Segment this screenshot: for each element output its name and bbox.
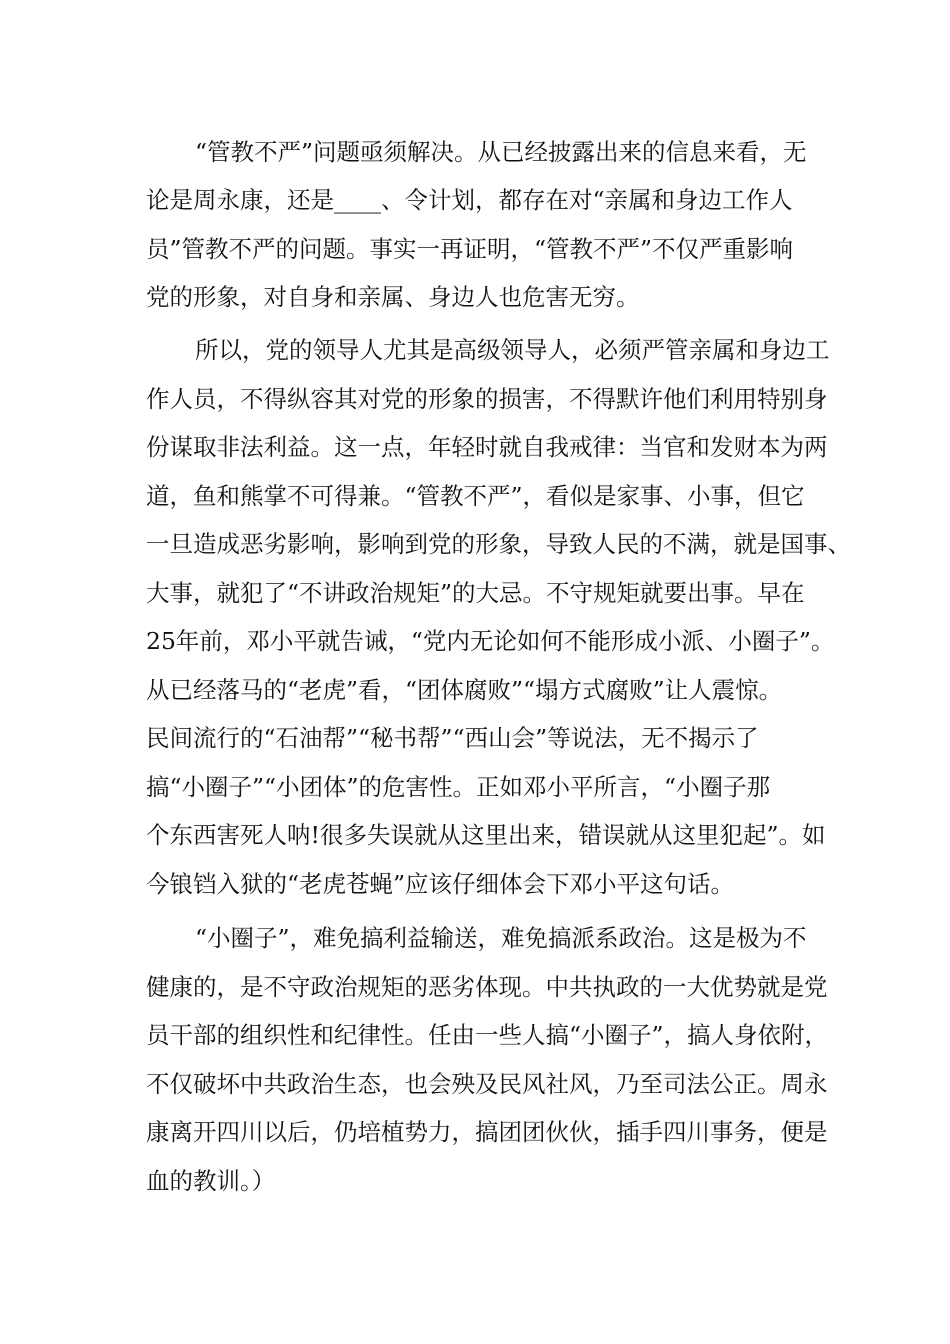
paragraph-1-line-1: “管教不严”问题亟须解决。从已经披露出来的信息来看，无 [195, 138, 807, 166]
paragraph-2-line-2: 作人员，不得纵容其对党的形象的损害，不得默许他们利用特别身 [146, 385, 828, 413]
paragraph-2-line-11: 个东西害死人呐!很多失误就从这里出来，错误就从这里犯起”。如 [146, 821, 826, 849]
paragraph-2-line-1: 所以，党的领导人尤其是高级领导人，必须严管亲属和身边工 [195, 336, 830, 364]
paragraph-2-line-8: 从已经落马的“老虎”看，“团体腐败”“塌方式腐败”让人震惊。 [146, 676, 783, 704]
paragraph-2-line-12: 今锒铛入狱的“老虎苍蝇”应该仔细体会下邓小平这句话。 [146, 870, 735, 898]
paragraph-2-line-5: 一旦造成恶劣影响，影响到党的形象，导致人民的不满，就是国事、 [146, 530, 851, 558]
paragraph-2-line-7: 25年前，邓小平就告诫，“党内无论如何不能形成小派、小圈子”。 [146, 627, 835, 655]
paragraph-3-line-2: 健康的，是不守政治规矩的恶劣体现。中共执政的一大优势就是党 [146, 973, 828, 1001]
paragraph-2-line-3: 份谋取非法利益。这一点，年轻时就自我戒律：当官和发财本为两 [146, 433, 828, 461]
paragraph-1-line-3: 员”管教不严的问题。事实一再证明，“管教不严”不仅严重影响 [146, 235, 794, 263]
paragraph-3-line-6: 血的教训。） [146, 1167, 276, 1195]
paragraph-2-line-10: 搞“小圈子”“小团体”的危害性。正如邓小平所言，“小圈子那 [146, 773, 771, 801]
paragraph-3-line-4: 不仅破坏中共政治生态，也会殃及民风社风，乃至司法公正。周永 [146, 1070, 828, 1098]
paragraph-1-line-2: 论是周永康，还是____、令计划，都存在对“亲属和身边工作人 [146, 186, 793, 214]
paragraph-3-line-3: 员干部的组织性和纪律性。任由一些人搞“小圈子”，搞人身依附， [146, 1021, 829, 1049]
paragraph-2-line-6: 大事，就犯了“不讲政治规矩”的大忌。不守规矩就要出事。早在 [146, 579, 805, 607]
paragraph-2-line-4: 道，鱼和熊掌不可得兼。“管教不严”，看似是家事、小事，但它 [146, 482, 805, 510]
paragraph-3-line-1: “小圈子”，难免搞利益输送，难免搞派系政治。这是极为不 [195, 924, 807, 952]
paragraph-2-line-9: 民间流行的“石油帮”“秘书帮”“西山会”等说法，无不揭示了 [146, 724, 759, 752]
paragraph-3-line-5: 康离开四川以后，仍培植势力，搞团团伙伙，插手四川事务，便是 [146, 1118, 828, 1146]
paragraph-1-line-4: 党的形象，对自身和亲属、身边人也危害无穷。 [146, 283, 640, 311]
